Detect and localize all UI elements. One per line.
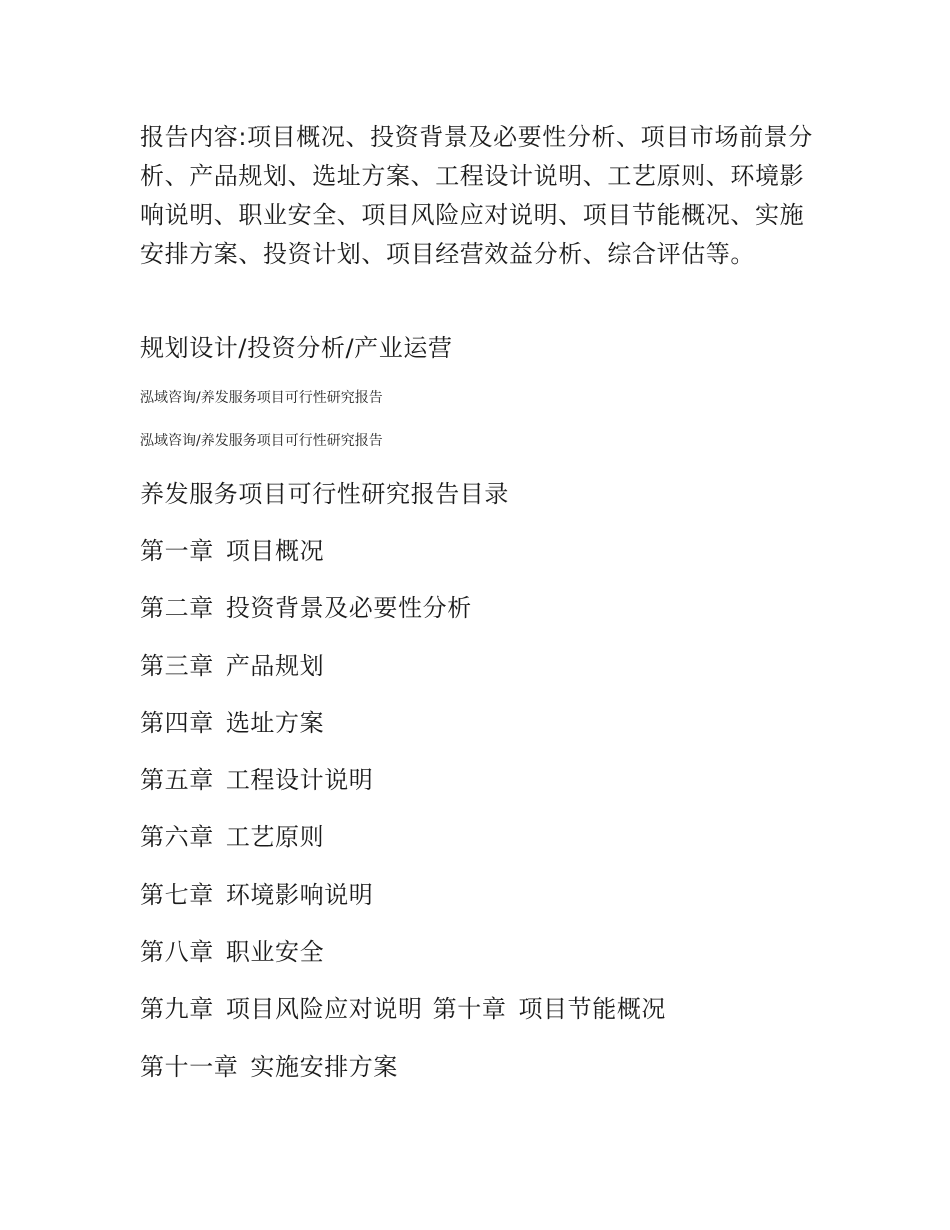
toc-chapter-title: 工程设计说明	[225, 766, 374, 795]
toc-item-11[interactable]	[140, 1049, 666, 1106]
toc-chapter-number: 第九章	[140, 995, 214, 1024]
toc-chapter-number: 第七章	[140, 880, 214, 909]
table-of-contents	[140, 533, 666, 1106]
toc-chapter-number: 第二章	[140, 594, 214, 623]
report-content-paragraph: 报告内容:项目概况、投资背景及必要性分析、项目市场前景分析、产品规划、选址方案、工程设计说明、工艺原则、环境影响说明、职业安全、项目风险应对说明、项目节能概况、实施安排方案、投资计划、项目经营效益分析、综合评估等。	[140, 123, 813, 268]
toc-item-8[interactable]	[140, 934, 666, 991]
toc-item-7[interactable]	[140, 877, 666, 934]
toc-chapter-title: 项目节能概况	[518, 995, 667, 1024]
toc-chapter-number: 第十一章	[140, 1052, 239, 1081]
toc-item-3[interactable]	[140, 648, 666, 705]
toc-item-5[interactable]	[140, 762, 666, 819]
toc-chapter-number: 第五章	[140, 766, 214, 795]
toc-chapter-title: 产品规划	[225, 651, 325, 680]
toc-item-2[interactable]	[140, 590, 666, 647]
toc-chapter-title: 选址方案	[225, 708, 325, 737]
toc-chapter-title: 项目概况	[225, 537, 325, 565]
tagline: 规划设计/投资分析/产业运营	[140, 334, 453, 362]
toc-title: 养发服务项目可行性研究报告目录	[140, 480, 509, 508]
toc-chapter-number: 第三章	[140, 651, 214, 680]
toc-item-1[interactable]	[140, 533, 666, 590]
toc-chapter-number: 第六章	[140, 823, 214, 852]
toc-chapter-title: 项目风险应对说明	[225, 995, 423, 1024]
toc-chapter-title: 工艺原则	[225, 823, 325, 852]
running-header-1: 泓域咨询/养发服务项目可行性研究报告	[140, 390, 383, 406]
toc-chapter-title: 实施安排方案	[250, 1052, 399, 1081]
toc-chapter-title: 投资背景及必要性分析	[225, 594, 472, 623]
toc-chapter-number: 第十章	[432, 995, 507, 1024]
toc-item-4[interactable]	[140, 705, 666, 762]
toc-item-9[interactable]	[140, 991, 666, 1048]
toc-chapter-title: 职业安全	[225, 938, 325, 967]
toc-chapter-number: 第八章	[140, 938, 214, 967]
running-header-2: 泓域咨询/养发服务项目可行性研究报告	[140, 433, 383, 449]
toc-chapter-title: 环境影响说明	[225, 880, 374, 909]
toc-chapter-number: 第四章	[140, 708, 214, 737]
toc-chapter-number: 第一章	[140, 537, 214, 565]
toc-item-6[interactable]	[140, 819, 666, 876]
